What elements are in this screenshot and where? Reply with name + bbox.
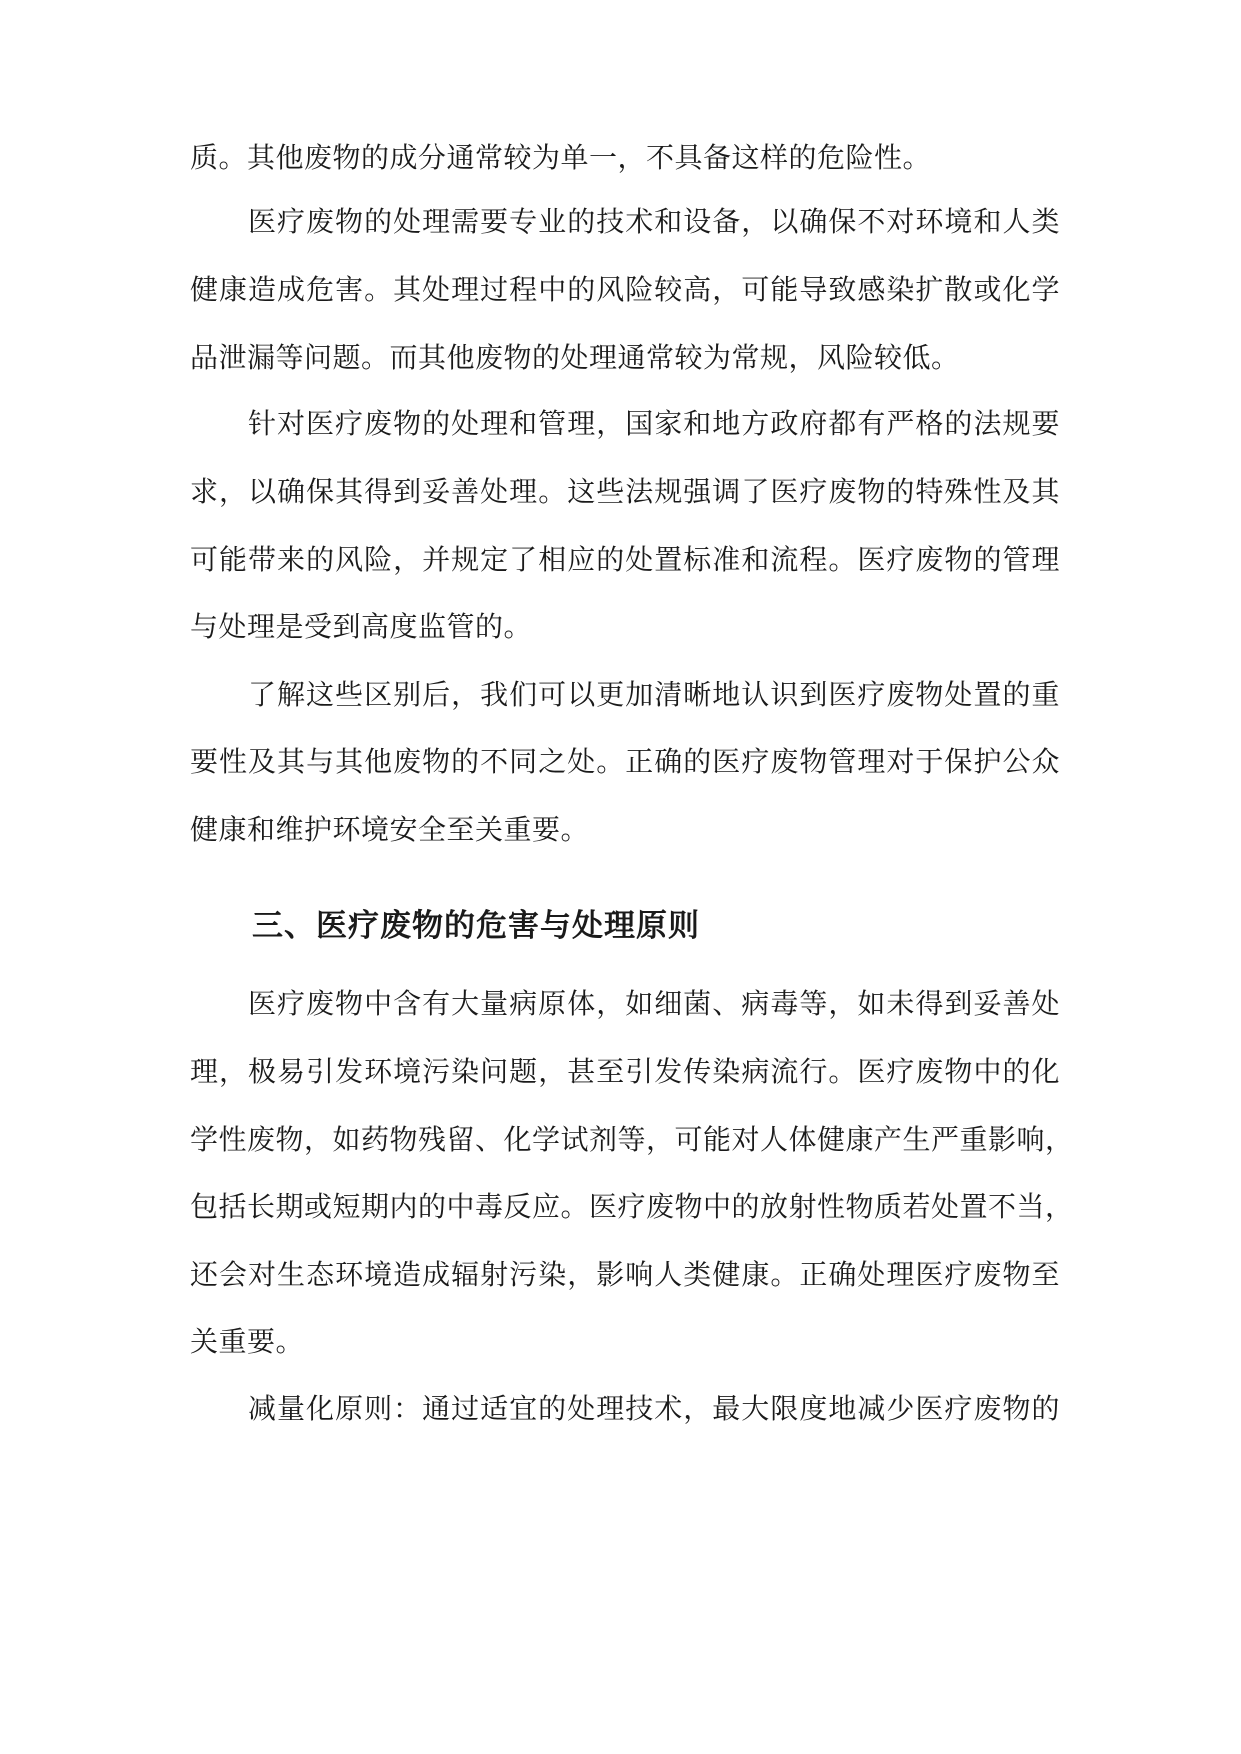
paragraph-line: 与处理是受到高度监管的。: [190, 610, 533, 643]
paragraph-line: 可能带来的风险，并规定了相应的处置标准和流程。医疗废物的管理: [190, 543, 1060, 576]
paragraph-line: 医疗废物的处理需要专业的技术和设备，以确保不对环境和人类: [248, 205, 1060, 238]
paragraph-line: 还会对生态环境造成辐射污染，影响人类健康。正确处理医疗废物至: [190, 1258, 1060, 1291]
paragraph-line: 质。其他废物的成分通常较为单一，不具备这样的危险性。: [190, 141, 932, 174]
paragraph-line: 包括长期或短期内的中毒反应。医疗废物中的放射性物质若处置不当，: [190, 1190, 1074, 1223]
paragraph-line: 减量化原则：通过适宜的处理技术，最大限度地减少医疗废物的: [248, 1392, 1060, 1425]
paragraph-line: 关重要。: [190, 1325, 305, 1358]
paragraph-line: 医疗废物中含有大量病原体，如细菌、病毒等，如未得到妥善处: [248, 987, 1060, 1020]
paragraph-line: 求，以确保其得到妥善处理。这些法规强调了医疗废物的特殊性及其: [190, 475, 1060, 508]
paragraph-line: 健康和维护环境安全至关重要。: [190, 813, 590, 846]
paragraph-line: 了解这些区别后，我们可以更加清晰地认识到医疗废物处置的重: [248, 678, 1060, 711]
paragraph-line: 学性废物，如药物残留、化学试剂等，可能对人体健康产生严重影响，: [190, 1123, 1074, 1156]
section-heading: 三、医疗废物的危害与处理原则: [252, 908, 700, 944]
paragraph-line: 针对医疗废物的处理和管理，国家和地方政府都有严格的法规要: [248, 407, 1060, 440]
paragraph-line: 理，极易引发环境污染问题，甚至引发传染病流行。医疗废物中的化: [190, 1055, 1060, 1088]
paragraph-line: 品泄漏等问题。而其他废物的处理通常较为常规，风险较低。: [190, 341, 960, 374]
paragraph-line: 要性及其与其他废物的不同之处。正确的医疗废物管理对于保护公众: [190, 745, 1060, 778]
paragraph-line: 健康造成危害。其处理过程中的风险较高，可能导致感染扩散或化学: [190, 273, 1060, 306]
